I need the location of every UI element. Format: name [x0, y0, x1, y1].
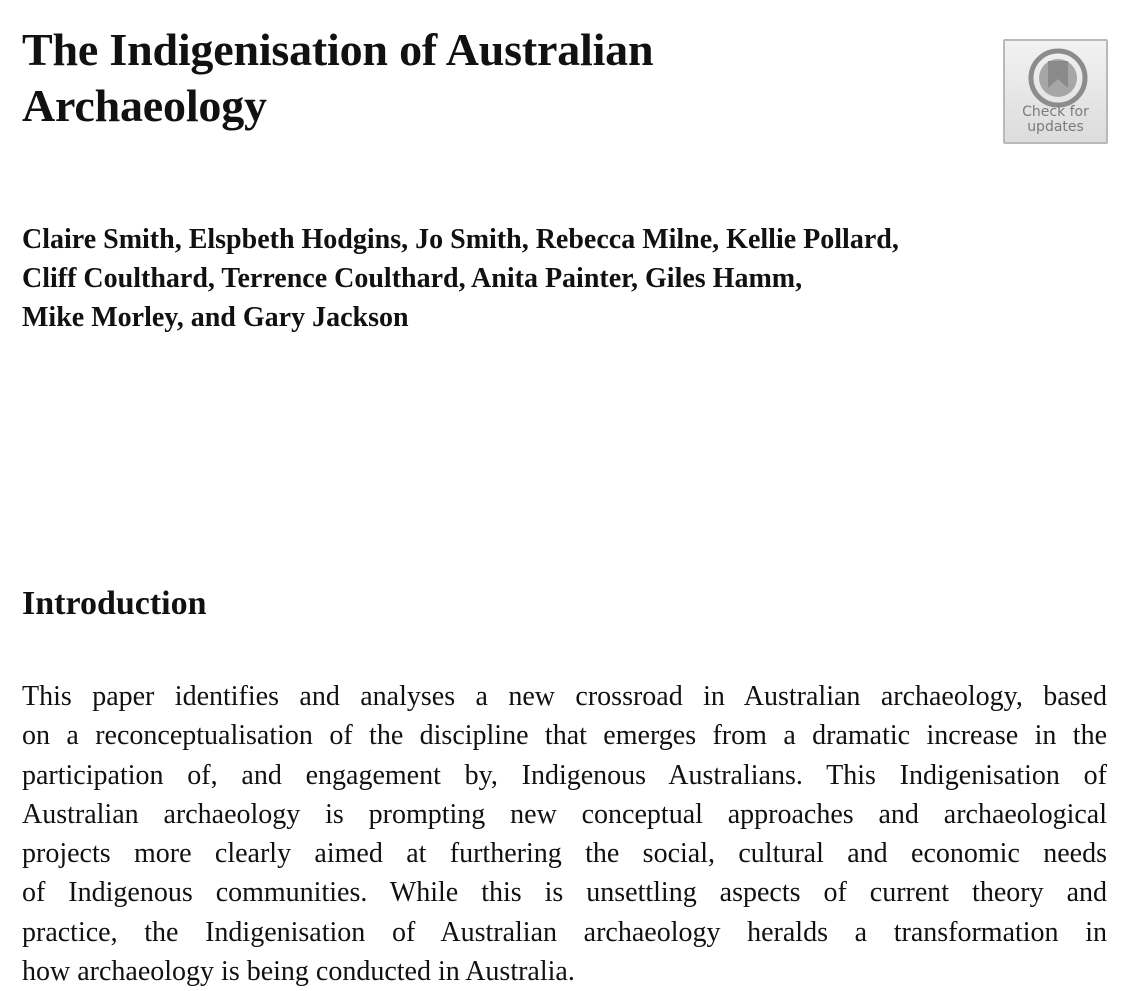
bookmark-circle-icon: [1028, 48, 1088, 108]
paragraph-line: participation of, and engagement by, Indigenous Australians. This Indigenisation of: [22, 759, 1107, 791]
paper-title: [22, 22, 922, 134]
author-line: Mike Morley, and Gary Jackson: [22, 302, 409, 333]
author-list: [22, 220, 1102, 337]
paragraph-line: Australian archaeology is prompting new conceptual approaches and archaeological: [22, 798, 1107, 830]
paragraph-line: how archaeology is being conducted in Australia.: [22, 956, 575, 988]
check-for-updates-badge[interactable]: [1003, 39, 1108, 144]
paragraph-line: practice, the Indigenisation of Australian archaeology heralds a transformation in: [22, 916, 1107, 948]
badge-label: [1005, 105, 1106, 135]
paragraph-line: projects more clearly aimed at furthering the social, cultural and economic needs: [22, 838, 1107, 870]
paragraph-line: on a reconceptualisation of the discipline that emerges from a dramatic increase in the: [22, 720, 1107, 752]
badge-line-2: updates: [1027, 119, 1084, 135]
title-line: Archaeology: [22, 80, 267, 131]
author-line: Cliff Coulthard, Terrence Coulthard, Anita Painter, Giles Hamm,: [22, 263, 803, 294]
section-heading-introduction: Introduction: [22, 585, 207, 622]
introduction-paragraph: [22, 677, 1107, 991]
title-line: The Indigenisation of Australian: [22, 24, 654, 75]
badge-line-1: Check for: [1022, 104, 1089, 120]
author-line: Claire Smith, Elspbeth Hodgins, Jo Smith, Rebecca Milne, Kellie Pollard,: [22, 224, 899, 255]
paragraph-line: This paper identifies and analyses a new crossroad in Australian archaeology, based: [22, 681, 1107, 712]
paragraph-line: of Indigenous communities. While this is unsettling aspects of current theory and: [22, 877, 1107, 909]
